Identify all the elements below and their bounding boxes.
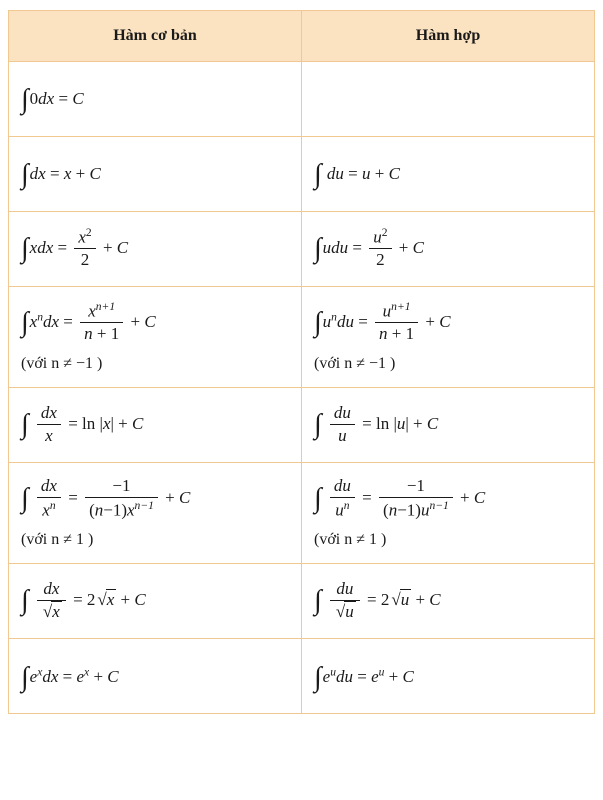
fraction: $\frac{x^{n+1}}{n + 1}$ [80,300,123,344]
header-basic-functions: Hàm cơ bản [9,11,302,62]
formula-cell-composite-2 [302,137,595,212]
formula-cell-basic-4 [9,287,302,388]
integral-sign-icon: ∫ [21,84,29,116]
formula-composite-5: ∫ $\frac{du}{u}$ = ln |u| + C [314,402,439,445]
table-row [9,287,595,388]
header-composite-functions: Hàm hợp [302,11,595,62]
formula-basic-7: ∫ $\frac{dx}{√x}$ = 2 √x + C [21,578,146,621]
table-header [9,11,595,62]
formula-cell-composite-6 [302,463,595,564]
integral-sign-icon: ∫ [21,232,29,264]
table-row [9,463,595,564]
formula-composite-8: $\int e^udu = e^u + C$ [314,661,414,693]
formula-cell-composite-4 [302,287,595,388]
fraction: $\frac{u^{n+1}}{n + 1}$ [375,300,418,344]
fraction: $\frac{du}{√u}$ [330,579,360,621]
header-row [9,11,595,62]
fraction: $\frac{dx}{x}$ [37,403,61,445]
formula-composite-2: ∫ du = u + C [314,159,400,191]
square-root: √x [42,601,60,621]
formula-composite-3: ∫udu = $\frac{u^2}{2}$ + C [314,226,424,270]
fraction: $\frac{u^2}{2}$ [369,226,391,270]
integral-formula-table [8,10,595,714]
fraction: $\frac{-1}{(n-1)u^{n-1}}$ [379,476,453,520]
formula-composite-4: $\int u^ndu$ = $\frac{u^{n+1}}{n + 1}$ + C [314,300,451,344]
table-row [9,564,595,639]
table-row [9,212,595,287]
integral-sign-icon: ∫ [21,661,29,693]
table-row [9,62,595,137]
formula-cell-composite-8 [302,639,595,714]
condition-note-basic-4: (với n ≠ −1 ) [21,354,103,372]
integral-sign-icon: ∫ [314,232,322,264]
formula-basic-6: ∫ $\frac{dx}{x^n}$ = $\frac{-1}{(n-1)x^{n-1}}$ + C [21,476,191,520]
formula-basic-4: $\int x^ndx$ = $\frac{x^{n+1}}{n + 1}$ + C [21,300,156,344]
table-row [9,137,595,212]
condition-note-composite-4: (với n ≠ −1 ) [314,354,396,372]
formula-cell-basic-2 [9,137,302,212]
square-root: √x [97,589,115,609]
formula-cell-basic-3 [9,212,302,287]
square-root: √u [391,589,410,609]
formula-basic-8: $\int e^xdx = e^x + C$ [21,661,119,693]
formula-basic-2: ∫dx = x + C [21,159,101,191]
integral-sign-icon: ∫ [314,482,322,514]
table-body [9,62,595,714]
formula-cell-basic-5 [9,388,302,463]
integral-sign-icon: ∫ [314,584,322,616]
formula-cell-composite-7 [302,564,595,639]
formula-cell-composite-5 [302,388,595,463]
fraction: $\frac{dx}{x^n}$ [37,476,61,520]
integral-sign-icon: ∫ [314,661,322,693]
integral-sign-icon: ∫ [21,159,29,191]
integral-sign-icon: ∫ [21,408,29,440]
integral-sign-icon: ∫ [21,584,29,616]
fraction: $\frac{x^2}{2}$ [74,226,95,270]
formula-basic-1: ∫0dx = C [21,84,84,116]
formula-composite-7: ∫ $\frac{du}{√u}$ = 2 √u + C [314,578,441,621]
integral-sign-icon: ∫ [21,306,29,338]
formula-cell-basic-6 [9,463,302,564]
formula-cell-composite-3 [302,212,595,287]
formula-cell-composite-1-empty [302,62,595,137]
fraction: $\frac{dx}{√x}$ [37,579,66,621]
fraction: $\frac{du}{u^n}$ [330,476,355,520]
table-row [9,388,595,463]
fraction: $\frac{-1}{(n-1)x^{n-1}}$ [85,476,158,520]
square-root: √u [335,601,354,621]
formula-cell-basic-1 [9,62,302,137]
integral-sign-icon: ∫ [314,306,322,338]
formula-cell-basic-8 [9,639,302,714]
condition-note-basic-6: (với n ≠ 1 ) [21,530,94,548]
formula-cell-basic-7 [9,564,302,639]
fraction: $\frac{du}{u}$ [330,403,355,445]
integral-sign-icon: ∫ [314,408,322,440]
condition-note-composite-6: (với n ≠ 1 ) [314,530,387,548]
integral-sign-icon: ∫ [21,482,29,514]
integral-sign-icon: ∫ [314,159,322,191]
formula-basic-3: ∫xdx = $\frac{x^2}{2}$ + C [21,226,129,270]
table-row [9,639,595,714]
formula-composite-6: ∫ $\frac{du}{u^n}$ = $\frac{-1}{(n-1)u^{n-1}}$ + C [314,476,486,520]
formula-basic-5: ∫ $\frac{dx}{x}$ = ln |x| + C [21,402,144,445]
